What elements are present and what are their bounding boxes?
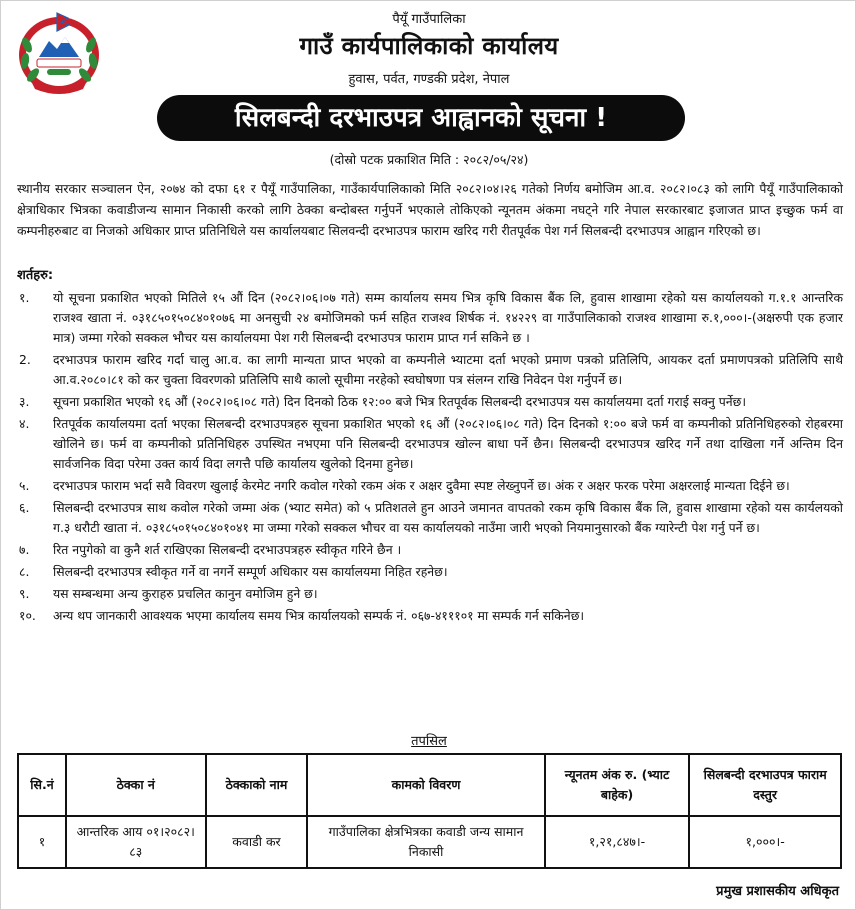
conditions-list <box>17 288 843 628</box>
municipality-name: पैयूँ गाउँपालिका <box>392 12 466 27</box>
condition-number: १. <box>19 290 30 305</box>
notice-intro-paragraph: स्थानीय सरकार सञ्चालन ऐन, २०७४ को दफा ६१ र पैयूँ गाउँपालिका, गाउँकार्यपालिकाको मिति २०८२।०४।२६ गतेको निर्णय बमोजिम आ.व. २०८२।०८३ को लागि पैयूँ गाउँपालिकाको क्षेत्राधिकार भित्रका कवाडीजन्य सामान निकासी करको लागि ठेक्का बन्दोबस्त गर्नुपर्ने भएकाले तोकिएको न्यूनतम अंकमा नघट्ने गरि नेपाल सरकारबाट इजाजत प्राप्त इच्छुक फर्म वा कम्पनीहरुबाट वा निजको अधिकार प्राप्त प्रतिनिधिले यस कार्यालयबाट सिलवन्दी दरभाउपत्र फाराम खरिद गरी रीतपूर्वक पेश गर्न सिलबन्दी दरभाउपत्र आह्वान गरिएको छ। <box>17 181 843 238</box>
condition-item <box>17 414 843 474</box>
signatory-title: प्रमुख प्रशासकीय अधिकृत <box>716 884 839 899</box>
cell-minimum-amount: १,२१,८४७।- <box>545 816 690 868</box>
condition-text: दरभाउपत्र फाराम भर्दा सवै विवरण खुलाई केरमेट नगरि कवोल गरेको रकम अंक र अक्षर दुवैमा स्पष्ट लेख्नुपर्ने छ। अंक र अक्षर फरक परेमा अक्षरलाई मान्यता दिईने छ। <box>53 478 790 493</box>
condition-number: ४. <box>19 416 30 431</box>
condition-text: सिलबन्दी दरभाउपत्र स्वीकृत गर्ने वा नगर्ने सम्पूर्ण अधिकार यस कार्यालयमा निहित रहनेछ। <box>53 564 448 579</box>
cell-contract-no: आन्तरिक आय ०१।२०८२।८३ <box>66 816 206 868</box>
conditions-heading: शर्तहरु: <box>17 268 54 283</box>
cell-serial: १ <box>18 816 66 868</box>
condition-number: ३. <box>19 394 30 409</box>
condition-item <box>17 476 843 496</box>
condition-number: ६. <box>19 500 30 515</box>
condition-item <box>17 498 843 538</box>
col-header-work-description: कामको विवरण <box>307 754 544 816</box>
condition-item <box>17 606 843 626</box>
schedule-caption-text: तपसिल <box>411 734 447 749</box>
condition-number: ७. <box>19 542 30 557</box>
col-header-serial: सि.नं <box>18 754 66 816</box>
condition-text: अन्य थप जानकारी आवश्यक भएमा कार्यालय समय भित्र कार्यालयको सम्पर्क नं. ०६७-४१११०१ मा सम्पर्क गर्न सकिनेछ। <box>53 608 585 623</box>
col-header-form-fee: सिलबन्दी दरभाउपत्र फाराम दस्तुर <box>689 754 841 816</box>
cell-contract-name: कवाडी कर <box>206 816 308 868</box>
col-header-contract-no: ठेक्का नं <box>66 754 206 816</box>
table-row <box>18 816 841 868</box>
condition-text: यस सम्बन्धमा अन्य कुराहरु प्रचलित कानुन वमोजिम हुने छ। <box>53 586 318 601</box>
condition-item <box>17 584 843 604</box>
col-header-minimum-amount: न्यूनतम अंक रु. (भ्याट बाहेक) <box>545 754 690 816</box>
condition-text: सिलबन्दी दरभाउपत्र साथ कवोल गरेको जम्मा अंक (भ्याट समेत) को ५ प्रतिशतले हुन आउने जमानत वापतको रकम कृषि विकास बैंक लि, हुवास शाखामा रहेको यस कार्यलयको ग.३ धरौटी खाता नं. ०३१८५०१५०८४०१०४१ मा जम्मा गरेको सक्कल भौचर वा यस कार्यालयको नाउँमा जारी भएको नियमानुसारको बैंक ग्यारेन्टी पेश गर्नु पर्ने छ। <box>53 500 843 535</box>
condition-number: 2. <box>19 352 31 367</box>
condition-item <box>17 392 843 412</box>
condition-number: १०. <box>19 608 36 623</box>
condition-item <box>17 562 843 582</box>
condition-item <box>17 350 843 390</box>
contract-schedule-table <box>17 753 842 869</box>
condition-text: रितपूर्वक कार्यालयमा दर्ता भएका सिलबन्दी दरभाउपत्रहरु सूचना प्रकाशित भएको १६ औं (२०८२।०६।०८ गते) दिन दिनको १:०० बजे फर्म वा कम्पनीको प्रतिनिधिहरुको रोहबरमा खोलिने छ। फर्म वा कम्पनीको प्रतिनिधिहरु उपस्थित नभएमा पनि सिलबन्दी दरभाउपत्र खोल्न बाधा पर्ने छैन। सिलबन्दी दरभाउपत्र खरिद गर्ने तथा दाखिला गर्ने अन्तिम दिन सार्वजनिक विदा परेमा उक्त कार्य विदा लगत्तै पछि कार्यालय खुलेको दिनमा हुनेछ। <box>53 416 843 471</box>
publication-date: (दोस्रो पटक प्रकाशित मिति : २०८२/०५/२४) <box>329 152 529 167</box>
table-header-row <box>18 754 841 816</box>
condition-number: ५. <box>19 478 30 493</box>
col-header-contract-name: ठेक्काको नाम <box>206 754 308 816</box>
condition-number: ८. <box>19 564 30 579</box>
condition-text: यो सूचना प्रकाशित भएको मितिले १५ औं दिन (२०८२।०६।०७ गते) सम्म कार्यालय समय भित्र कृषि विकास बैंक लि, हुवास शाखामा रहेको यस कार्यालयको ग.१.१ आन्तरिक राजश्व खाता नं. ०३१८५०१५०८४०१०७६ मा अनसुची २४ बमोजिमको फर्म सहित राजश्व शिर्षक नं. १४२२९ वा गाउँपालिकाको राजश्व शाखामा रु.१,०००।-(अक्षरुपी एक हजार मात्र) जम्मा गरेको सक्कल भौचर यस कार्यालयमा पेश गरी सिलबन्दी दरभाउपत्र फाराम प्राप्त गर्न सकिने छ । <box>53 290 843 345</box>
condition-item <box>17 288 843 348</box>
notice-title-banner: सिलबन्दी दरभाउपत्र आह्वानको सूचना ! <box>157 95 685 141</box>
schedule-caption <box>1 731 856 749</box>
condition-text: दरभाउपत्र फाराम खरिद गर्दा चालु आ.व. का लागी मान्यता प्राप्त भएको वा कम्पनीले भ्याटमा दर्ता भएको प्रमाण पत्रको प्रतिलिपि, आयकर दर्ता प्रमाणपत्रको प्रतिलिपि साथै आ.व.२०८०।८१ को कर चुक्ता विवरणको प्रतिलिपि साथै कालो सूचीमा नरहेको स्वघोषणा पत्र संलग्न राखि निवेदन पेश गर्नुपर्ने छ। <box>53 352 843 387</box>
cell-work-description: गाउँपालिका क्षेत्रभित्रका कवाडी जन्य सामान निकासी <box>307 816 544 868</box>
condition-number: ९. <box>19 586 30 601</box>
office-title: गाउँ कार्यपालिकाको कार्यालय <box>299 32 559 60</box>
office-address: हुवास, पर्वत, गण्डकी प्रदेश, नेपाल <box>348 72 510 87</box>
cell-form-fee: १,०००।- <box>689 816 841 868</box>
condition-text: सूचना प्रकाशित भएको १६ औं (२०८२।०६।०८ गते) दिन दिनको ठिक १२:०० बजे भित्र रितपूर्वक सिलबन्दी दरभाउपत्र यस कार्यालयमा दर्ता गराई सक्नु पर्नेछ। <box>53 394 747 409</box>
condition-text: रित नपुगेको वा कुनै शर्त राखिएका सिलबन्दी दरभाउपत्रहरु स्वीकृत गरिने छैन । <box>53 542 402 557</box>
condition-item <box>17 540 843 560</box>
